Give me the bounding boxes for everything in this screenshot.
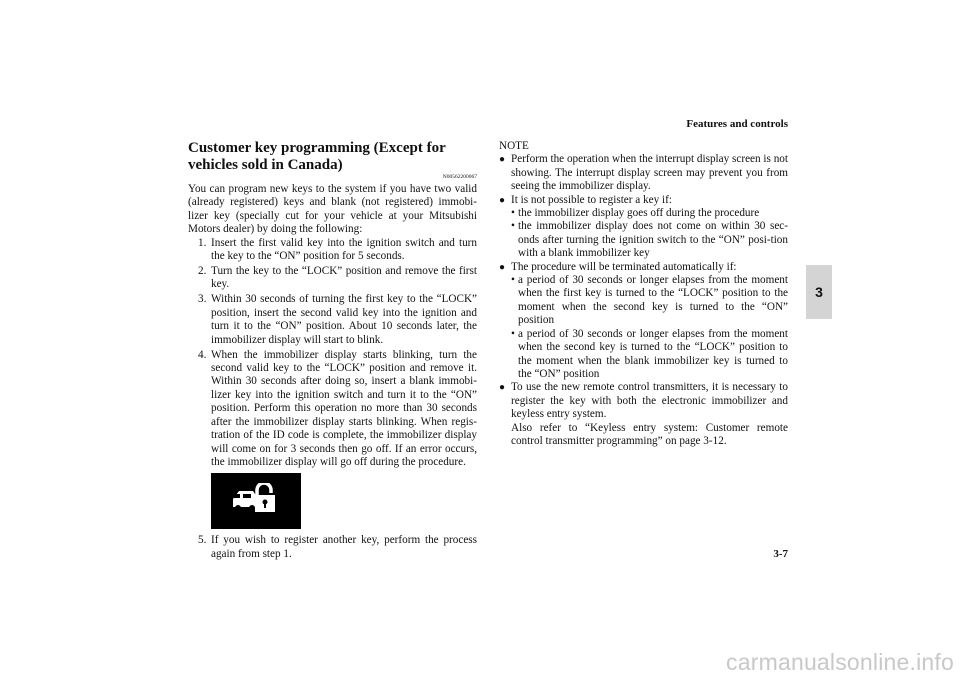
step-number: 3. — [198, 293, 207, 306]
sub-bullet: • — [511, 207, 515, 220]
step-item — [198, 349, 477, 470]
steps-list-continued — [188, 534, 477, 561]
note-label: NOTE — [499, 140, 529, 152]
note-item — [499, 153, 788, 193]
step-item — [198, 534, 477, 561]
sub-text: a period of 30 seconds or longer elapses from the moment when the first key is turned to the “LOCK” position to the moment when the second key is turned to the “ON” position — [518, 274, 788, 327]
bullet-icon: ● — [499, 194, 506, 206]
sub-bullet: • — [511, 220, 515, 233]
running-header: Features and controls — [686, 118, 788, 130]
intro-paragraph: You can program new keys to the system if you have two valid (already registered) keys and blank (not registered) immobi-lizer key (specially cut for your vehicle at your Mitsubishi Motors dealer) by doing the following: — [188, 183, 477, 236]
note-text: It is not possible to register a key if: — [511, 193, 672, 206]
watermark: carmanualsonline.info — [726, 649, 954, 675]
step-text: When the immobilizer display starts blinking, turn the second valid key to the “LOCK” position and remove it. Within 30 seconds after doing so, insert a blank immobi-lizer key into the ignition switch and turn it to the “ON” position. Perform this operation no more than 30 seconds after the immobilizer display starts blinking. When regis-tration of the ID code is complete, the immobilizer display will come on for 3 seconds then go off. If an error occurs, the immobilizer display will go off during the procedure. — [211, 348, 477, 468]
note-item — [499, 194, 788, 261]
step-text: Turn the key to the “LOCK” position and remove the first key. — [211, 265, 477, 291]
step-item — [198, 237, 477, 264]
page-number: 3-7 — [773, 548, 788, 560]
note-extra-text: Also refer to “Keyless entry system: Customer remote control transmitter programming” on page 3-12. — [511, 421, 788, 447]
sub-text: the immobilizer display does not come on within 30 sec-onds after turning the ignition switch to the “ON” posi-tion with a blank immobilizer key — [518, 220, 788, 260]
bullet-icon: ● — [499, 154, 506, 166]
left-column — [188, 140, 477, 563]
step-text: If you wish to register another key, perform the process again from step 1. — [211, 534, 477, 560]
section-heading: Customer key programming (Except for vehicles sold in Canada) — [188, 140, 446, 173]
step-text: Within 30 seconds of turning the first key to the “LOCK” position, insert the second valid key into the ignition and turn it to the “ON” position. About 10 seconds later, the immobilizer display will start to blink. — [211, 293, 477, 346]
bullet-icon: ● — [499, 382, 506, 394]
chapter-tab: 3 — [806, 265, 832, 319]
note-item — [499, 381, 788, 448]
sub-bullet: • — [511, 327, 515, 340]
car-key-lock-icon — [231, 483, 283, 517]
immobilizer-display-image — [211, 473, 301, 529]
step-number: 4. — [198, 348, 207, 361]
step-number: 1. — [198, 236, 207, 249]
note-text: The procedure will be terminated automatically if: — [511, 260, 737, 273]
step-number: 2. — [198, 265, 207, 278]
note-text: To use the new remote control transmitters, it is necessary to register the key with both the electronic immobilizer and keyless entry system. — [511, 381, 788, 421]
sub-text: a period of 30 seconds or longer elapses from the moment when the second key is turned to the “LOCK” position to the moment when the blank immobilizer key is turned to the “ON” position — [518, 327, 788, 380]
note-item — [499, 261, 788, 382]
note-list — [499, 153, 788, 448]
steps-list — [188, 237, 477, 470]
note-text: Perform the operation when the interrupt display screen is not showing. The interrupt display screen may prevent you from seeing the immobilizer display. — [511, 153, 788, 193]
step-item — [198, 293, 477, 347]
section-code: N00562200067 — [442, 174, 477, 180]
sub-bullet: • — [511, 274, 515, 287]
sub-text: the immobilizer display goes off during the procedure — [518, 207, 760, 220]
step-number: 5. — [198, 534, 207, 547]
step-text: Insert the first valid key into the ignition switch and turn the key to the “ON” position for 5 seconds. — [211, 236, 477, 263]
bullet-icon: ● — [499, 261, 506, 273]
step-item — [198, 265, 477, 292]
right-column — [499, 140, 788, 448]
